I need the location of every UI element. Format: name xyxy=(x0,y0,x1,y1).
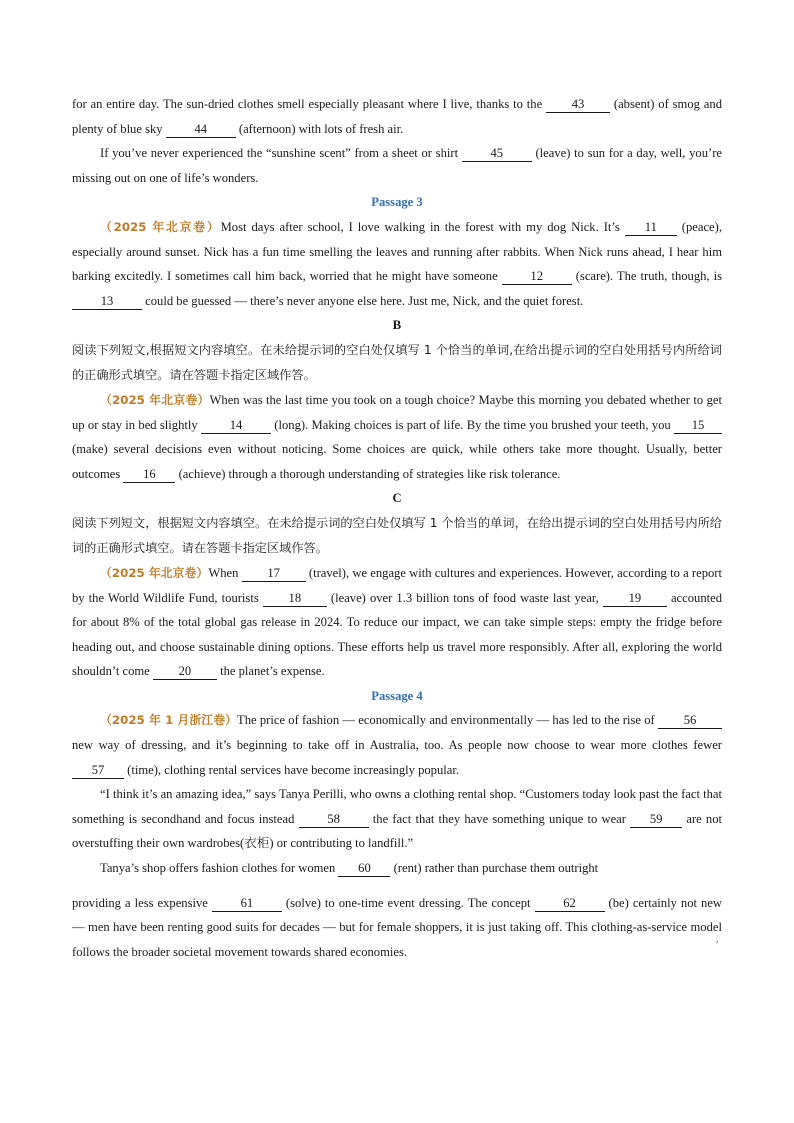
blank-57: 57 xyxy=(72,763,124,779)
section-b-paragraph xyxy=(72,388,722,486)
text: If you’ve never experienced the “sunshine scent” from a sheet or shirt xyxy=(100,146,462,161)
passage-4-title: Passage 4 xyxy=(371,688,423,703)
passage-4-paragraph-3-cont xyxy=(72,891,722,965)
text: the fact that they have something unique to wear xyxy=(368,811,631,826)
text: (long). Making choices is part of life. By the time you brushed your teeth, you xyxy=(270,417,674,432)
blank-14: 14 xyxy=(201,418,271,434)
paragraph-45 xyxy=(72,141,722,190)
text: (achieve) through a thorough understanding of strategies like risk tolerance. xyxy=(175,466,561,481)
blank-16: 16 xyxy=(123,467,175,483)
text: (travel), we engage with cultures and experiences. However, according to a report by the World Wildlife Fund, tourists xyxy=(72,565,722,605)
text: could be guessed — there’s never anyone else here. Just me, Nick, and the quiet forest. xyxy=(142,293,584,308)
blank-44: 44 xyxy=(166,122,236,138)
passage-4-paragraph-2 xyxy=(72,782,722,856)
blank-12: 12 xyxy=(502,269,572,285)
text: Most days after school, I love walking in the forest with my dog Nick. It’s xyxy=(220,219,625,234)
text: (afternoon) with lots of fresh air. xyxy=(235,121,404,136)
text: (be) certainly not new — men have been renting good suits for decades — but for female shoppers, it is just taking off. This clothing-as-service model follows the broader societal movement towards shared economies. xyxy=(72,895,723,959)
blank-15: 15 xyxy=(674,418,722,434)
text: (solve) to one-time event dressing. The concept xyxy=(281,895,535,910)
blank-20: 20 xyxy=(153,664,217,680)
section-b-title: B xyxy=(392,318,402,333)
blank-60: 60 xyxy=(338,861,390,877)
text: (make) several decisions even without noticing. Some choices are quick, while others take more thought. Usually, better outcomes xyxy=(72,442,722,481)
text: (peace), especially around sunset. Nick has a fun time smelling the leaves and running after rabbits. When Nick runs ahead, I hear him barking excitedly. I sometimes call him back, worried that he might have someone xyxy=(72,219,722,284)
section-c-title: C xyxy=(392,491,402,506)
text: (scare). The truth, though, is xyxy=(571,269,722,284)
blank-18: 18 xyxy=(263,591,327,607)
text: for an entire day. The sun-dried clothes smell especially pleasant where I live, thanks to the xyxy=(72,97,547,111)
text: (rent) rather than purchase them outright xyxy=(390,861,599,876)
section-c-paragraph xyxy=(72,561,722,684)
text: the planet’s expense. xyxy=(216,664,325,679)
paragraph-43-44 xyxy=(72,92,722,141)
blank-56: 56 xyxy=(658,713,722,729)
text: (leave) to sun for a day, well, you’re missing out on one of life’s wonders. xyxy=(72,146,722,185)
source-tag: （2025 年 1 月浙江卷） xyxy=(100,713,238,728)
text: When xyxy=(208,565,242,580)
passage-3-paragraph xyxy=(72,215,722,313)
stray-comma-mark: , xyxy=(716,934,719,944)
text: accounted for about 8% of the total global gas release in 2024. To reduce our impact, we can take simple steps: empty the fridge before heading out, and choose sustainable dining options. These efforts help us travel more responsibly. After all, exploring the world shouldn’t come xyxy=(72,590,722,679)
blank-11: 11 xyxy=(625,220,677,236)
blank-13: 13 xyxy=(72,294,142,310)
text: Tanya’s shop offers fashion clothes for women xyxy=(100,861,339,876)
text: new way of dressing, and it’s beginning to take off in Australia, too. As people now choose to wear more clothes fewer xyxy=(72,738,722,753)
blank-61: 61 xyxy=(212,896,282,912)
text: The price of fashion — economically and environmentally — has led to the rise of xyxy=(237,713,658,728)
text: providing a less expensive xyxy=(72,895,212,910)
passage-4-paragraph-3 xyxy=(72,856,722,881)
text: “I think it’s an amazing idea,” says Tanya Perilli, who owns a clothing rental shop. “Customers today look past the fact that something is secondhand and focus instead xyxy=(72,787,722,826)
blank-62: 62 xyxy=(535,896,605,912)
text: (absent) of smog and plenty of blue sky xyxy=(72,97,722,136)
blank-43: 43 xyxy=(546,97,610,113)
text: are not overstuffing their own wardrobes(衣柜) or contributing to landfill.” xyxy=(72,811,722,851)
passage-4-paragraph-1 xyxy=(72,708,722,782)
section-c-instruction: 阅读下列短文，根据短文内容填空。在未给提示词的空白处仅填写 1 个恰当的单词，在给出提示词的空白处用括号内所给词的正确形式填空。请在答题卡指定区域作答。 xyxy=(72,515,722,555)
blank-45: 45 xyxy=(462,146,532,162)
passage-3-title: Passage 3 xyxy=(371,195,423,210)
source-tag: （2025 年北京卷） xyxy=(100,565,209,580)
section-b-instruction: 阅读下列短文,根据短文内容填空。在未给提示词的空白处仅填写 1 个恰当的单词,在给出提示词的空白处用括号内所给词的正确形式填空。请在答题卡指定区域作答。 xyxy=(72,342,722,382)
text: (leave) over 1.3 billion tons of food waste last year, xyxy=(326,590,603,605)
source-tag: （2025 年北京卷） xyxy=(100,392,210,407)
text: (time), clothing rental services have become increasingly popular. xyxy=(124,762,460,777)
source-tag: （2025 年北京卷） xyxy=(100,219,221,234)
blank-58: 58 xyxy=(299,812,369,828)
blank-19: 19 xyxy=(603,591,667,607)
blank-59: 59 xyxy=(630,812,682,828)
blank-17: 17 xyxy=(242,566,306,582)
document-page xyxy=(72,92,722,964)
text: When was the last time you took on a tough choice? Maybe this morning you debated whether to get up or stay in bed slightly xyxy=(72,392,722,432)
